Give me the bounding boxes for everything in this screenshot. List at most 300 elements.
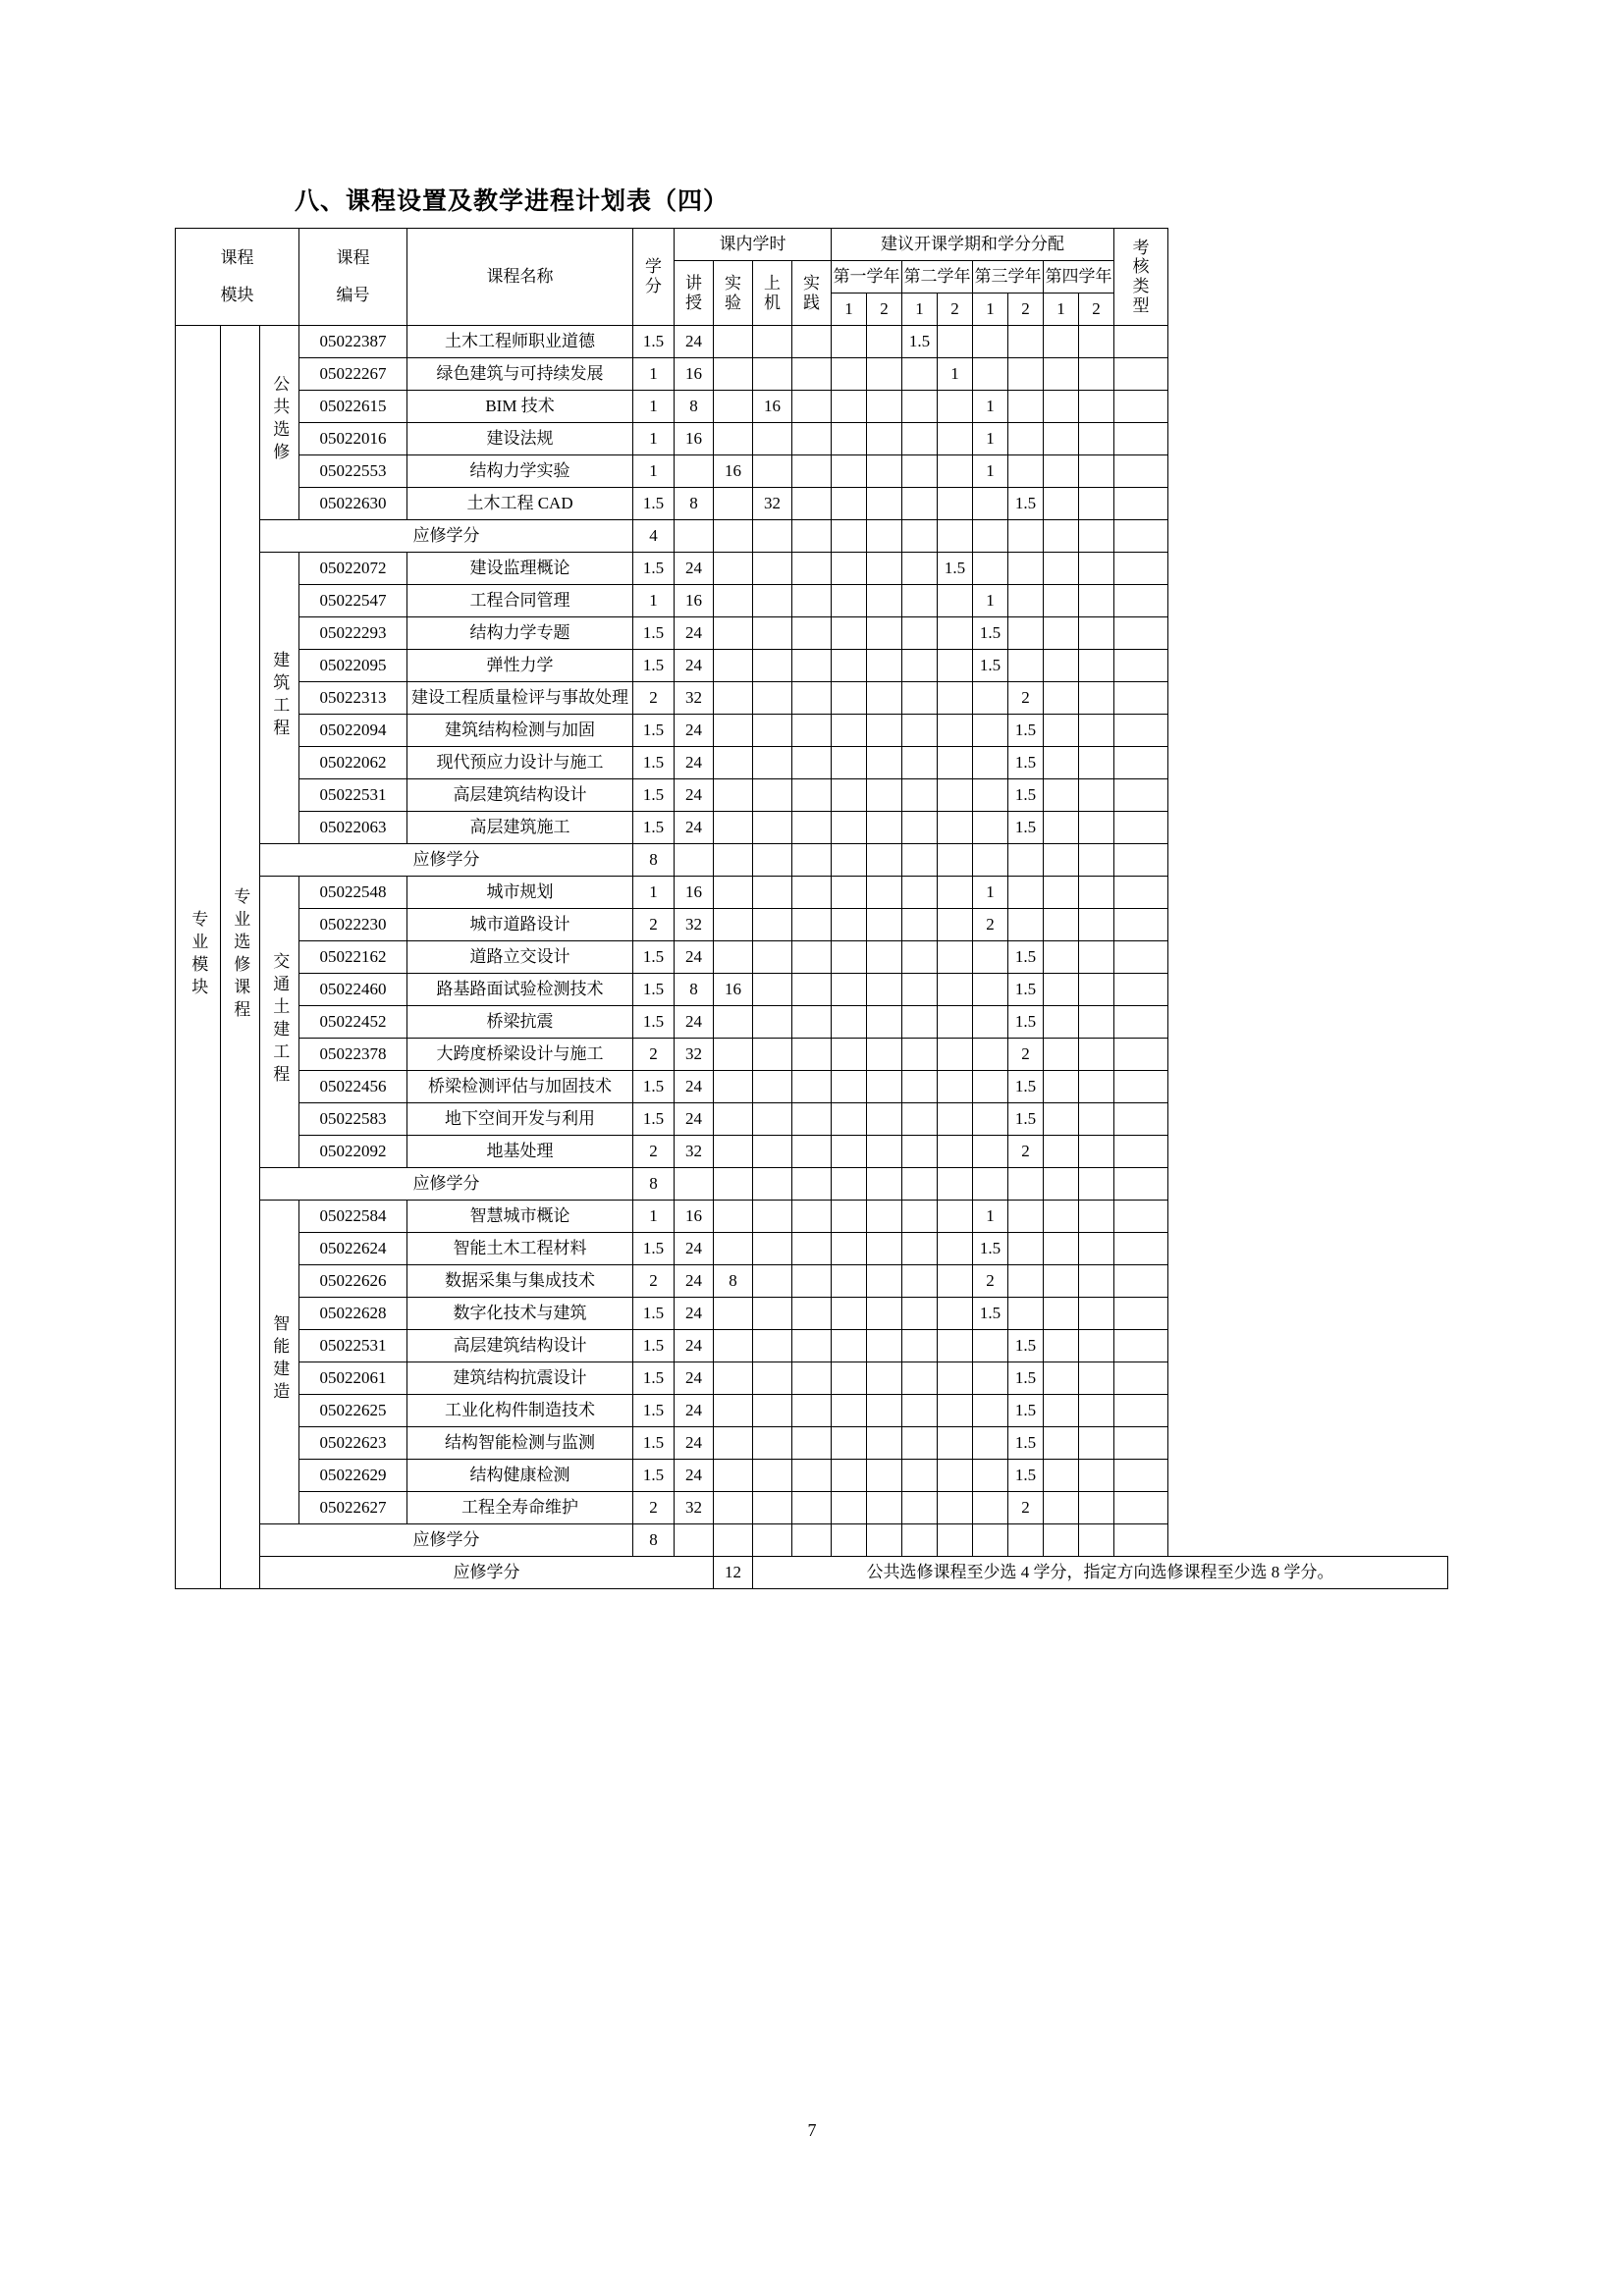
course-code: 05022583 bbox=[299, 1103, 407, 1136]
empty-cell bbox=[1079, 844, 1114, 877]
course-exam bbox=[1114, 1460, 1168, 1492]
course-computer bbox=[753, 1103, 792, 1136]
empty-cell bbox=[753, 1168, 792, 1201]
course-computer bbox=[753, 1136, 792, 1168]
course-term bbox=[1044, 358, 1079, 391]
subtotal-row bbox=[176, 1524, 1448, 1557]
course-computer bbox=[753, 909, 792, 941]
course-term bbox=[938, 1427, 973, 1460]
empty-cell bbox=[832, 520, 867, 553]
subtotal-label: 应修学分 bbox=[260, 844, 633, 877]
course-credit: 1.5 bbox=[633, 812, 675, 844]
course-lecture: 24 bbox=[675, 617, 714, 650]
course-credit: 1 bbox=[633, 423, 675, 455]
course-computer bbox=[753, 715, 792, 747]
empty-cell bbox=[867, 520, 902, 553]
table-row bbox=[176, 488, 1448, 520]
course-term bbox=[867, 455, 902, 488]
total-row bbox=[176, 1557, 1448, 1589]
course-practice bbox=[792, 423, 832, 455]
course-term bbox=[867, 1136, 902, 1168]
table-row bbox=[176, 326, 1448, 358]
course-exam bbox=[1114, 1492, 1168, 1524]
course-code: 05022452 bbox=[299, 1006, 407, 1039]
course-term bbox=[902, 1071, 938, 1103]
course-term bbox=[1044, 682, 1079, 715]
course-term bbox=[902, 1103, 938, 1136]
course-code: 05022548 bbox=[299, 877, 407, 909]
course-term bbox=[973, 1330, 1008, 1362]
course-practice bbox=[792, 358, 832, 391]
course-term bbox=[1044, 1006, 1079, 1039]
course-term bbox=[902, 1265, 938, 1298]
group-label-public-elective: 公共选修 bbox=[260, 326, 299, 520]
course-term bbox=[1079, 682, 1114, 715]
course-term bbox=[832, 553, 867, 585]
empty-cell bbox=[1008, 520, 1044, 553]
course-term bbox=[973, 326, 1008, 358]
course-practice bbox=[792, 1039, 832, 1071]
course-practice bbox=[792, 1298, 832, 1330]
empty-cell bbox=[1008, 1524, 1044, 1557]
group-label-transport-civil: 交通土建工程 bbox=[260, 877, 299, 1168]
course-name: 高层建筑结构设计 bbox=[407, 1330, 633, 1362]
course-term bbox=[973, 1395, 1008, 1427]
course-experiment bbox=[714, 682, 753, 715]
course-experiment: 16 bbox=[714, 974, 753, 1006]
course-name: 建设工程质量检评与事故处理 bbox=[407, 682, 633, 715]
course-term bbox=[1079, 423, 1114, 455]
label-major-module: 专业模块 bbox=[176, 326, 221, 1589]
course-term bbox=[938, 326, 973, 358]
course-term bbox=[832, 1395, 867, 1427]
curriculum-table bbox=[175, 228, 1448, 1589]
course-experiment bbox=[714, 650, 753, 682]
course-credit: 1.5 bbox=[633, 1298, 675, 1330]
course-term bbox=[832, 1071, 867, 1103]
empty-cell bbox=[938, 1524, 973, 1557]
course-term bbox=[867, 358, 902, 391]
empty-cell bbox=[1114, 1524, 1168, 1557]
course-name: 工业化构件制造技术 bbox=[407, 1395, 633, 1427]
course-exam bbox=[1114, 682, 1168, 715]
course-term bbox=[1044, 650, 1079, 682]
course-credit: 1 bbox=[633, 358, 675, 391]
course-term bbox=[1008, 1298, 1044, 1330]
course-experiment bbox=[714, 585, 753, 617]
course-code: 05022230 bbox=[299, 909, 407, 941]
table-row bbox=[176, 1136, 1448, 1168]
course-credit: 2 bbox=[633, 1492, 675, 1524]
course-term bbox=[938, 812, 973, 844]
course-term: 1.5 bbox=[1008, 812, 1044, 844]
course-term bbox=[938, 1039, 973, 1071]
course-term bbox=[938, 682, 973, 715]
course-term bbox=[867, 1103, 902, 1136]
course-computer bbox=[753, 747, 792, 779]
empty-cell bbox=[973, 1524, 1008, 1557]
course-computer: 32 bbox=[753, 488, 792, 520]
empty-cell bbox=[675, 1168, 714, 1201]
course-computer bbox=[753, 553, 792, 585]
course-term bbox=[1079, 812, 1114, 844]
course-computer bbox=[753, 1460, 792, 1492]
empty-cell bbox=[1044, 844, 1079, 877]
course-practice bbox=[792, 1136, 832, 1168]
course-credit: 1 bbox=[633, 1201, 675, 1233]
course-term bbox=[1008, 877, 1044, 909]
course-term bbox=[1044, 1136, 1079, 1168]
course-credit: 1.5 bbox=[633, 1330, 675, 1362]
empty-cell bbox=[832, 1524, 867, 1557]
table-row bbox=[176, 1362, 1448, 1395]
course-term: 1.5 bbox=[1008, 1460, 1044, 1492]
course-name: 结构健康检测 bbox=[407, 1460, 633, 1492]
group-label-intelligent-construction: 智能建造 bbox=[260, 1201, 299, 1524]
course-code: 05022630 bbox=[299, 488, 407, 520]
course-credit: 2 bbox=[633, 682, 675, 715]
course-lecture: 32 bbox=[675, 1136, 714, 1168]
course-term bbox=[973, 779, 1008, 812]
course-term bbox=[902, 358, 938, 391]
course-term bbox=[902, 1233, 938, 1265]
course-exam bbox=[1114, 974, 1168, 1006]
course-credit: 1.5 bbox=[633, 1071, 675, 1103]
course-computer bbox=[753, 941, 792, 974]
course-lecture: 24 bbox=[675, 941, 714, 974]
header-module: 课程 模块 bbox=[176, 229, 299, 326]
course-term bbox=[867, 423, 902, 455]
course-term bbox=[1079, 1330, 1114, 1362]
empty-cell bbox=[1044, 520, 1079, 553]
course-term bbox=[973, 1362, 1008, 1395]
course-term bbox=[832, 1006, 867, 1039]
course-term bbox=[902, 423, 938, 455]
course-computer bbox=[753, 423, 792, 455]
table-row bbox=[176, 1492, 1448, 1524]
course-exam bbox=[1114, 423, 1168, 455]
course-term bbox=[902, 1201, 938, 1233]
course-term bbox=[938, 877, 973, 909]
course-term: 2 bbox=[1008, 1039, 1044, 1071]
course-term bbox=[902, 1492, 938, 1524]
course-exam bbox=[1114, 326, 1168, 358]
course-name: 地下空间开发与利用 bbox=[407, 1103, 633, 1136]
table-row bbox=[176, 358, 1448, 391]
course-lecture: 24 bbox=[675, 747, 714, 779]
course-term bbox=[1079, 1103, 1114, 1136]
course-practice bbox=[792, 974, 832, 1006]
course-term bbox=[938, 650, 973, 682]
empty-cell bbox=[867, 844, 902, 877]
course-term bbox=[938, 1071, 973, 1103]
course-term: 2 bbox=[973, 909, 1008, 941]
table-row bbox=[176, 1006, 1448, 1039]
course-term bbox=[1008, 909, 1044, 941]
course-lecture: 32 bbox=[675, 682, 714, 715]
course-term bbox=[867, 1330, 902, 1362]
table-row bbox=[176, 1265, 1448, 1298]
page-title: 八、课程设置及教学进程计划表（四） bbox=[295, 188, 730, 215]
course-term bbox=[867, 1265, 902, 1298]
course-term bbox=[1008, 1265, 1044, 1298]
course-term: 1.5 bbox=[938, 553, 973, 585]
course-term bbox=[867, 1460, 902, 1492]
course-term bbox=[938, 1298, 973, 1330]
course-practice bbox=[792, 1492, 832, 1524]
header-year-4: 第四学年 bbox=[1044, 261, 1114, 294]
course-code: 05022531 bbox=[299, 1330, 407, 1362]
total-label: 应修学分 bbox=[260, 1557, 714, 1589]
course-term bbox=[1079, 326, 1114, 358]
course-term bbox=[902, 747, 938, 779]
course-exam bbox=[1114, 1071, 1168, 1103]
header-year-2: 第二学年 bbox=[902, 261, 973, 294]
empty-cell bbox=[1114, 1168, 1168, 1201]
course-term bbox=[832, 391, 867, 423]
course-practice bbox=[792, 1006, 832, 1039]
course-exam bbox=[1114, 747, 1168, 779]
course-name: 工程合同管理 bbox=[407, 585, 633, 617]
course-term bbox=[1008, 391, 1044, 423]
course-name: BIM 技术 bbox=[407, 391, 633, 423]
course-lecture bbox=[675, 455, 714, 488]
course-name: 高层建筑结构设计 bbox=[407, 779, 633, 812]
course-term bbox=[832, 747, 867, 779]
course-term: 1.5 bbox=[973, 1298, 1008, 1330]
course-experiment bbox=[714, 1103, 753, 1136]
course-term: 2 bbox=[1008, 1136, 1044, 1168]
course-term bbox=[1079, 553, 1114, 585]
header-term: 2 bbox=[938, 294, 973, 326]
course-name: 建设监理概论 bbox=[407, 553, 633, 585]
course-term bbox=[1044, 617, 1079, 650]
table-row bbox=[176, 650, 1448, 682]
course-practice bbox=[792, 326, 832, 358]
course-term bbox=[902, 553, 938, 585]
course-term bbox=[1044, 391, 1079, 423]
course-practice bbox=[792, 488, 832, 520]
course-code: 05022628 bbox=[299, 1298, 407, 1330]
course-term bbox=[1079, 617, 1114, 650]
table-row bbox=[176, 1298, 1448, 1330]
table-row bbox=[176, 812, 1448, 844]
header-experiment: 实 验 bbox=[714, 261, 753, 326]
empty-cell bbox=[1114, 520, 1168, 553]
course-term bbox=[938, 779, 973, 812]
course-code: 05022456 bbox=[299, 1071, 407, 1103]
course-exam bbox=[1114, 1395, 1168, 1427]
course-term bbox=[973, 1103, 1008, 1136]
empty-cell bbox=[753, 844, 792, 877]
course-credit: 1 bbox=[633, 455, 675, 488]
course-term bbox=[1044, 488, 1079, 520]
course-term bbox=[832, 1103, 867, 1136]
course-lecture: 32 bbox=[675, 1492, 714, 1524]
course-term bbox=[902, 455, 938, 488]
course-lecture: 24 bbox=[675, 812, 714, 844]
course-term bbox=[1079, 747, 1114, 779]
table-row bbox=[176, 1460, 1448, 1492]
course-practice bbox=[792, 553, 832, 585]
header-term: 1 bbox=[902, 294, 938, 326]
course-term bbox=[1044, 1460, 1079, 1492]
empty-cell bbox=[714, 844, 753, 877]
course-name: 结构力学实验 bbox=[407, 455, 633, 488]
empty-cell bbox=[938, 1168, 973, 1201]
course-experiment bbox=[714, 1201, 753, 1233]
course-term bbox=[832, 682, 867, 715]
course-credit: 1.5 bbox=[633, 1427, 675, 1460]
course-term bbox=[1044, 1039, 1079, 1071]
header-lecture: 讲 授 bbox=[675, 261, 714, 326]
course-practice bbox=[792, 585, 832, 617]
course-lecture: 8 bbox=[675, 391, 714, 423]
course-term bbox=[973, 358, 1008, 391]
course-name: 绿色建筑与可持续发展 bbox=[407, 358, 633, 391]
course-term bbox=[902, 1395, 938, 1427]
course-term: 1 bbox=[973, 877, 1008, 909]
course-experiment bbox=[714, 779, 753, 812]
course-term bbox=[973, 553, 1008, 585]
course-term bbox=[1044, 1492, 1079, 1524]
course-term bbox=[938, 488, 973, 520]
header-term: 2 bbox=[1079, 294, 1114, 326]
course-term bbox=[1079, 1298, 1114, 1330]
course-term bbox=[1008, 650, 1044, 682]
course-term bbox=[832, 488, 867, 520]
course-term bbox=[867, 1362, 902, 1395]
course-term bbox=[1044, 877, 1079, 909]
course-code: 05022547 bbox=[299, 585, 407, 617]
course-code: 05022623 bbox=[299, 1427, 407, 1460]
course-name: 结构力学专题 bbox=[407, 617, 633, 650]
course-term bbox=[1079, 391, 1114, 423]
course-term: 1.5 bbox=[1008, 941, 1044, 974]
course-term bbox=[832, 455, 867, 488]
course-lecture: 16 bbox=[675, 1201, 714, 1233]
course-practice bbox=[792, 1330, 832, 1362]
course-term bbox=[902, 1006, 938, 1039]
course-code: 05022095 bbox=[299, 650, 407, 682]
course-lecture: 24 bbox=[675, 326, 714, 358]
course-experiment bbox=[714, 423, 753, 455]
course-term bbox=[867, 1298, 902, 1330]
course-term bbox=[902, 779, 938, 812]
course-credit: 1 bbox=[633, 391, 675, 423]
header-term: 2 bbox=[1008, 294, 1044, 326]
course-term: 1.5 bbox=[1008, 1330, 1044, 1362]
course-term bbox=[1079, 909, 1114, 941]
table-row bbox=[176, 747, 1448, 779]
course-credit: 1 bbox=[633, 585, 675, 617]
course-computer bbox=[753, 1492, 792, 1524]
course-term bbox=[902, 941, 938, 974]
course-term bbox=[1079, 488, 1114, 520]
course-term bbox=[867, 1427, 902, 1460]
course-term bbox=[902, 1460, 938, 1492]
course-experiment bbox=[714, 747, 753, 779]
empty-cell bbox=[902, 1524, 938, 1557]
course-code: 05022313 bbox=[299, 682, 407, 715]
course-term bbox=[832, 779, 867, 812]
course-credit: 2 bbox=[633, 1265, 675, 1298]
empty-cell bbox=[1114, 844, 1168, 877]
table-row bbox=[176, 715, 1448, 747]
header-exam-type: 考 核 类 型 bbox=[1114, 229, 1168, 326]
course-term bbox=[1079, 455, 1114, 488]
course-term bbox=[902, 617, 938, 650]
course-practice bbox=[792, 455, 832, 488]
course-exam bbox=[1114, 1136, 1168, 1168]
course-term bbox=[973, 715, 1008, 747]
course-term bbox=[938, 423, 973, 455]
course-lecture: 24 bbox=[675, 650, 714, 682]
course-exam bbox=[1114, 617, 1168, 650]
empty-cell bbox=[675, 844, 714, 877]
course-term: 1.5 bbox=[902, 326, 938, 358]
course-practice bbox=[792, 1395, 832, 1427]
course-term bbox=[938, 747, 973, 779]
empty-cell bbox=[1079, 520, 1114, 553]
course-experiment bbox=[714, 909, 753, 941]
course-term: 1.5 bbox=[1008, 1362, 1044, 1395]
course-term: 1 bbox=[938, 358, 973, 391]
course-term bbox=[867, 326, 902, 358]
course-term bbox=[1008, 423, 1044, 455]
course-term bbox=[1044, 1362, 1079, 1395]
course-term bbox=[867, 812, 902, 844]
course-term bbox=[1079, 877, 1114, 909]
empty-cell bbox=[938, 844, 973, 877]
course-practice bbox=[792, 682, 832, 715]
course-computer bbox=[753, 585, 792, 617]
course-code: 05022625 bbox=[299, 1395, 407, 1427]
course-term bbox=[973, 682, 1008, 715]
course-term bbox=[832, 358, 867, 391]
course-name: 土木工程师职业道德 bbox=[407, 326, 633, 358]
table-body bbox=[176, 326, 1448, 1589]
course-experiment bbox=[714, 812, 753, 844]
course-credit: 1.5 bbox=[633, 617, 675, 650]
course-term bbox=[973, 1071, 1008, 1103]
course-term bbox=[1008, 1233, 1044, 1265]
course-term bbox=[1079, 358, 1114, 391]
course-term bbox=[1044, 553, 1079, 585]
course-term bbox=[973, 974, 1008, 1006]
course-credit: 1.5 bbox=[633, 1362, 675, 1395]
course-exam bbox=[1114, 1201, 1168, 1233]
course-term bbox=[1008, 358, 1044, 391]
course-term bbox=[867, 650, 902, 682]
course-exam bbox=[1114, 391, 1168, 423]
header-term: 1 bbox=[832, 294, 867, 326]
course-lecture: 24 bbox=[675, 1233, 714, 1265]
course-experiment bbox=[714, 1395, 753, 1427]
course-practice bbox=[792, 1427, 832, 1460]
course-term bbox=[902, 391, 938, 423]
course-experiment bbox=[714, 358, 753, 391]
course-experiment bbox=[714, 1362, 753, 1395]
course-term bbox=[1079, 779, 1114, 812]
course-term bbox=[1079, 1492, 1114, 1524]
course-practice bbox=[792, 1460, 832, 1492]
course-lecture: 24 bbox=[675, 1103, 714, 1136]
course-term bbox=[938, 941, 973, 974]
course-term bbox=[938, 455, 973, 488]
empty-cell bbox=[902, 520, 938, 553]
course-term bbox=[867, 974, 902, 1006]
